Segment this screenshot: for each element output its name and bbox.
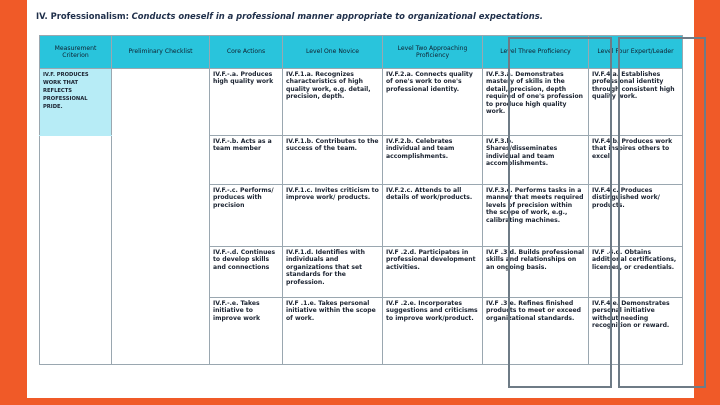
level-two-cell: IV.F.2.c. Attends to all details of work/products. [383,185,483,247]
level-one-cell: IV.F.1.b. Contributes to the success of the team. [283,136,383,185]
level-two-cell: IV.F.2.a. Connects quality of one's work to one's professional identity. [383,69,483,136]
level-four-cell: IV.F.4.a. Establishes professional identity through consistent high quality work. [589,69,683,136]
level-two-cell: IV.F .2.e. Incorporates suggestions and criticisms to improve work/product. [383,298,483,365]
criterion-spacer [40,136,112,365]
header-checklist: Preliminary Checklist [112,36,210,69]
page-title [36,11,543,21]
title-emphasis: Conducts oneself in a professional manner appropriate to organizational expectations. [131,11,543,21]
rubric-table [39,35,683,365]
level-four-cell: IV.F.4.e. Demonstrates personal initiative without needing recognition or reward. [589,298,683,365]
rubric-sheet [27,0,694,398]
header-level-four: Level Four Expert/Leader [589,36,683,69]
level-one-cell: IV.F.1.a. Recognizes characteristics of high quality work, e.g. detail, precision, depth. [283,69,383,136]
header-core-actions: Core Actions [210,36,283,69]
level-two-cell: IV.F .2.d. Participates in professional development activities. [383,247,483,298]
level-three-cell: IV.F.3.b. Shares/disseminates individual and team accomplishments. [483,136,589,185]
header-level-three: Level Three Proficiency [483,36,589,69]
core-action-cell: IV.F.-.c. Performs/ produces with precision [210,185,283,247]
table-row [40,69,683,136]
header-level-one: Level One Novice [283,36,383,69]
core-action-cell: IV.F.-.e. Takes initiative to improve work [210,298,283,365]
core-action-cell: IV.F.-.a. Produces high quality work [210,69,283,136]
level-two-cell: IV.F.2.b. Celebrates individual and team accomplishments. [383,136,483,185]
level-three-cell: IV.F .3.e. Refines finished products to meet or exceed organizational standards. [483,298,589,365]
level-one-cell: IV.F.1.d. Identifies with individuals and organizations that set standards for the profession. [283,247,383,298]
level-four-cell: IV.F.4.c. Produces distinguished work/ products. [589,185,683,247]
level-four-cell: IV.F .4.d. Obtains additional certifications, licenses, or credentials. [589,247,683,298]
header-criterion: Measurement Criterion [40,36,112,69]
core-action-cell: IV.F.-.b. Acts as a team member [210,136,283,185]
level-one-cell: IV.F .1.e. Takes personal initiative within the scope of work. [283,298,383,365]
checklist-cell [112,69,210,365]
header-row [40,36,683,69]
core-action-cell: IV.F.-.d. Continues to develop skills and connections [210,247,283,298]
criterion-cell: IV.F. PRODUCES WORK THAT REFLECTS PROFESSIONAL PRIDE. [40,69,112,136]
title-lead: IV. Professionalism: [36,11,129,21]
level-three-cell: IV.F .3.d. Builds professional skills and relationships on an ongoing basis. [483,247,589,298]
level-three-cell: IV.F.3.c. Performs tasks in a manner that meets required levels of precision within the scope of work, e.g., calibrating machines. [483,185,589,247]
level-three-cell: IV.F.3.a. Demonstrates mastery of skills in the detail, precision, depth required of one's profession to produce high quality work. [483,69,589,136]
header-level-two: Level Two Approaching Proficiency [383,36,483,69]
level-four-cell: IV.F.4.b. Produces work that inspires others to excel. [589,136,683,185]
level-one-cell: IV.F.1.c. Invites criticism to improve work/ products. [283,185,383,247]
